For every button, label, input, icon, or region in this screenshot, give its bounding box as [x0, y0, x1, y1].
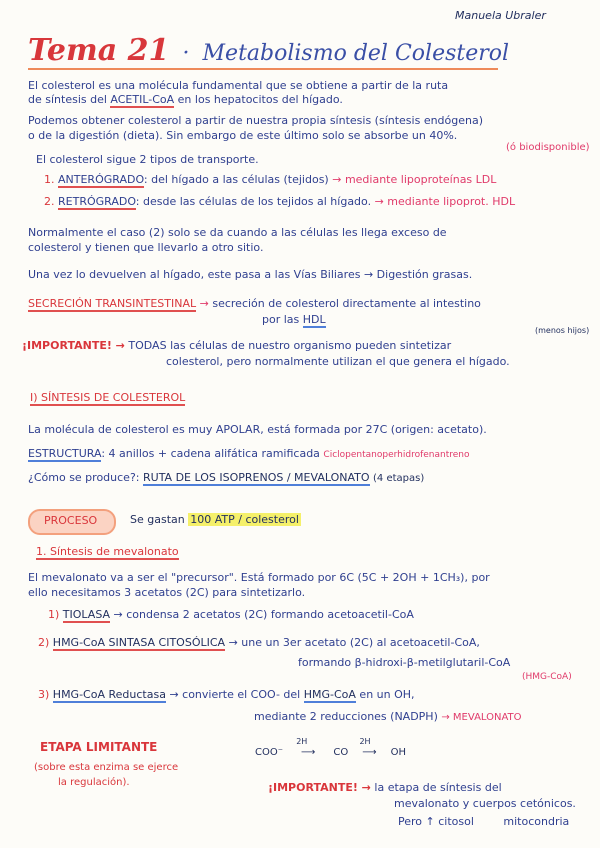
proceso-label: PROCESO: [44, 514, 98, 527]
reaction-start: COO⁻: [255, 747, 284, 758]
intro-line-1: El colesterol es una molécula fundamental que se obtiene a partir de la ruta: [28, 79, 449, 92]
section-1-heading-text: I) SÍNTESIS DE COLESTEROL: [30, 391, 186, 404]
step-1: [48, 609, 414, 620]
step-2-text: → une un 3er acetato (2C) al acetoacetil-CoA,: [228, 636, 480, 649]
important-1-label: ¡IMPORTANTE! →: [22, 339, 125, 352]
reaction-arrow-1: [286, 737, 330, 758]
transport-item-2-num: 2.: [44, 195, 55, 208]
step-2-note: (HMG-CoA): [522, 672, 572, 682]
structure-label: ESTRUCTURA: [28, 447, 102, 460]
secretion-label: SECRECIÓN TRANSINTESTINAL: [28, 297, 197, 310]
title-subject: Metabolismo del Colesterol: [202, 41, 510, 66]
page-title: [28, 33, 509, 68]
acetil-coa-term: ACETIL-CoA: [110, 93, 175, 106]
important-1-line-2: colesterol, pero normalmente utilizan el que genera el hígado.: [166, 355, 510, 368]
intro-line-2a: de síntesis del: [28, 93, 111, 106]
transport-item-2-label: RETRÓGRADO: [58, 195, 136, 208]
secretion-text: secreción de colesterol directamente al intestino: [212, 297, 481, 310]
important-2-line-3: [398, 816, 569, 827]
proceso-highlight: 100 ATP / colesterol: [190, 513, 299, 526]
important-2-mitocondria: mitocondria: [503, 815, 570, 828]
important-2-citosol: Pero ↑ citosol: [398, 815, 474, 828]
subsection-line-2: ello necesitamos 3 acetatos (2C) para sintetizarlo.: [28, 586, 306, 599]
step-3-enzyme: HMG-CoA Reductasa: [52, 688, 166, 701]
section-1-line-1: La molécula de colesterol es muy APOLAR, está formada por 27C (origen: acetato).: [28, 423, 487, 436]
step-2: [38, 637, 480, 648]
author-name: Manuela Ubraler: [455, 9, 546, 22]
transport-item-2-text: : desde las células de los tejidos al hígado.: [135, 195, 372, 208]
intro-line-4: o de la digestión (dieta). Sin embargo de este último solo se absorbe un 40%.: [28, 129, 458, 142]
para2-line-3: Una vez lo devuelven al hígado, este pasa a las Vías Biliares → Digestión grasas.: [28, 268, 473, 281]
reaction-end: OH: [390, 747, 407, 758]
important-2-line-2: mevalonato y cuerpos cetónicos.: [394, 797, 576, 810]
intro-line-3: Podemos obtener colesterol a partir de nuestra propia síntesis (síntesis endógena): [28, 114, 484, 127]
step-1-num: 1): [48, 608, 60, 621]
intro-line-2: [28, 94, 343, 105]
arrow-right-icon: ⟶: [362, 747, 377, 758]
structure-line: [28, 448, 470, 460]
title-separator: ·: [182, 41, 190, 66]
route-steps: (4 etapas): [373, 473, 425, 484]
step-3-line-2-text: mediante 2 reducciones (NADPH): [254, 710, 438, 723]
intro-note: (ó biodisponible): [506, 142, 590, 153]
secretion-line-1: [28, 298, 481, 309]
route-name: RUTA DE LOS ISOPRENOS / MEVALONATO: [143, 471, 370, 484]
step-2-num: 2): [38, 636, 50, 649]
step-1-enzyme: TIOLASA: [62, 608, 111, 621]
structure-highlight: Ciclopentanoperhidrofenantreno: [323, 450, 470, 460]
limiting-step-label: ETAPA LIMITANTE: [40, 740, 158, 754]
question-line: [28, 472, 424, 484]
title-tema: Tema 21: [28, 33, 170, 68]
intro-line-2c: en los hepatocitos del hígado.: [174, 93, 343, 106]
hdl-term: HDL: [302, 313, 326, 326]
limiting-step-line-2: la regulación).: [58, 777, 130, 788]
transport-item-2-arrow: → mediante: [374, 195, 440, 208]
important-1-line-1: [22, 340, 451, 351]
step-3-num: 3): [38, 688, 50, 701]
para2-line-2: colesterol y tienen que llevarlo a otro sitio.: [28, 241, 264, 254]
transport-item-1-arrow: → mediante: [332, 173, 398, 186]
secretion-arrow: →: [199, 297, 209, 310]
limiting-step-line-1: (sobre esta enzima se ejerce: [34, 762, 179, 773]
transport-item-1: [44, 174, 496, 185]
step-1-text: → condensa 2 acetatos (2C) formando acetoacetil-CoA: [113, 608, 414, 621]
reaction-arrow-2: [351, 737, 387, 758]
transport-heading: El colesterol sigue 2 tipos de transporte.: [36, 153, 259, 166]
structure-text: : 4 anillos + cadena alifática ramificada: [101, 447, 324, 460]
transport-item-2-tail: lipoprot. HDL: [443, 195, 516, 208]
step-3-arrow: → MEVALONATO: [441, 712, 522, 723]
important-2-line-1: [268, 782, 502, 793]
transport-item-1-label: ANTERÓGRADO: [58, 173, 144, 186]
reaction-middle: CO: [333, 747, 349, 758]
important-2-label: ¡IMPORTANTE! →: [268, 781, 371, 794]
transport-item-1-text: : del hígado a las células (tejidos): [143, 173, 329, 186]
section-1-heading: [30, 392, 185, 403]
subsection-heading-text: 1. Síntesis de mevalonato: [36, 545, 179, 558]
important-1-side-note: (menos hijos): [535, 326, 590, 335]
transport-item-2: [44, 196, 515, 207]
important-2-text: la etapa de síntesis del: [374, 781, 502, 794]
step-3-tail: en un OH,: [355, 688, 415, 701]
secretion-line-2a: por las: [262, 313, 303, 326]
subsection-line-1: El mevalonato va a ser el "precursor". Está formado por 6C (5C + 2OH + 1CH₃), por: [28, 571, 490, 584]
proceso-text: Se gastan: [130, 513, 189, 526]
proceso-line: [130, 514, 301, 525]
step-3-line-2: [254, 711, 522, 723]
para2-line-1: Normalmente el caso (2) solo se da cuando a las células les llega exceso de: [28, 226, 447, 239]
question-text: ¿Cómo se produce?:: [28, 471, 143, 484]
step-3-text: → convierte el COO- del: [169, 688, 304, 701]
transport-item-1-num: 1.: [44, 173, 55, 186]
important-1-text: TODAS las células de nuestro organismo pueden sintetizar: [128, 339, 452, 352]
reaction: [255, 737, 407, 758]
arrow-right-icon: ⟶: [301, 747, 316, 758]
reaction-arrow-2-label: 2H: [359, 737, 371, 746]
step-2-enzyme: HMG-CoA SINTASA CITOSÓLICA: [52, 636, 226, 649]
step-3: [38, 689, 415, 700]
step-3-boxed-term: HMG-CoA: [303, 688, 356, 701]
reaction-arrow-1-label: 2H: [296, 737, 308, 746]
step-2-line-2: formando β-hidroxi-β-metilglutaril-CoA: [298, 656, 511, 669]
title-underline: [28, 68, 498, 70]
secretion-line-2: [262, 314, 326, 325]
subsection-heading: [36, 546, 179, 557]
transport-item-1-tail: lipoproteínas LDL: [400, 173, 497, 186]
